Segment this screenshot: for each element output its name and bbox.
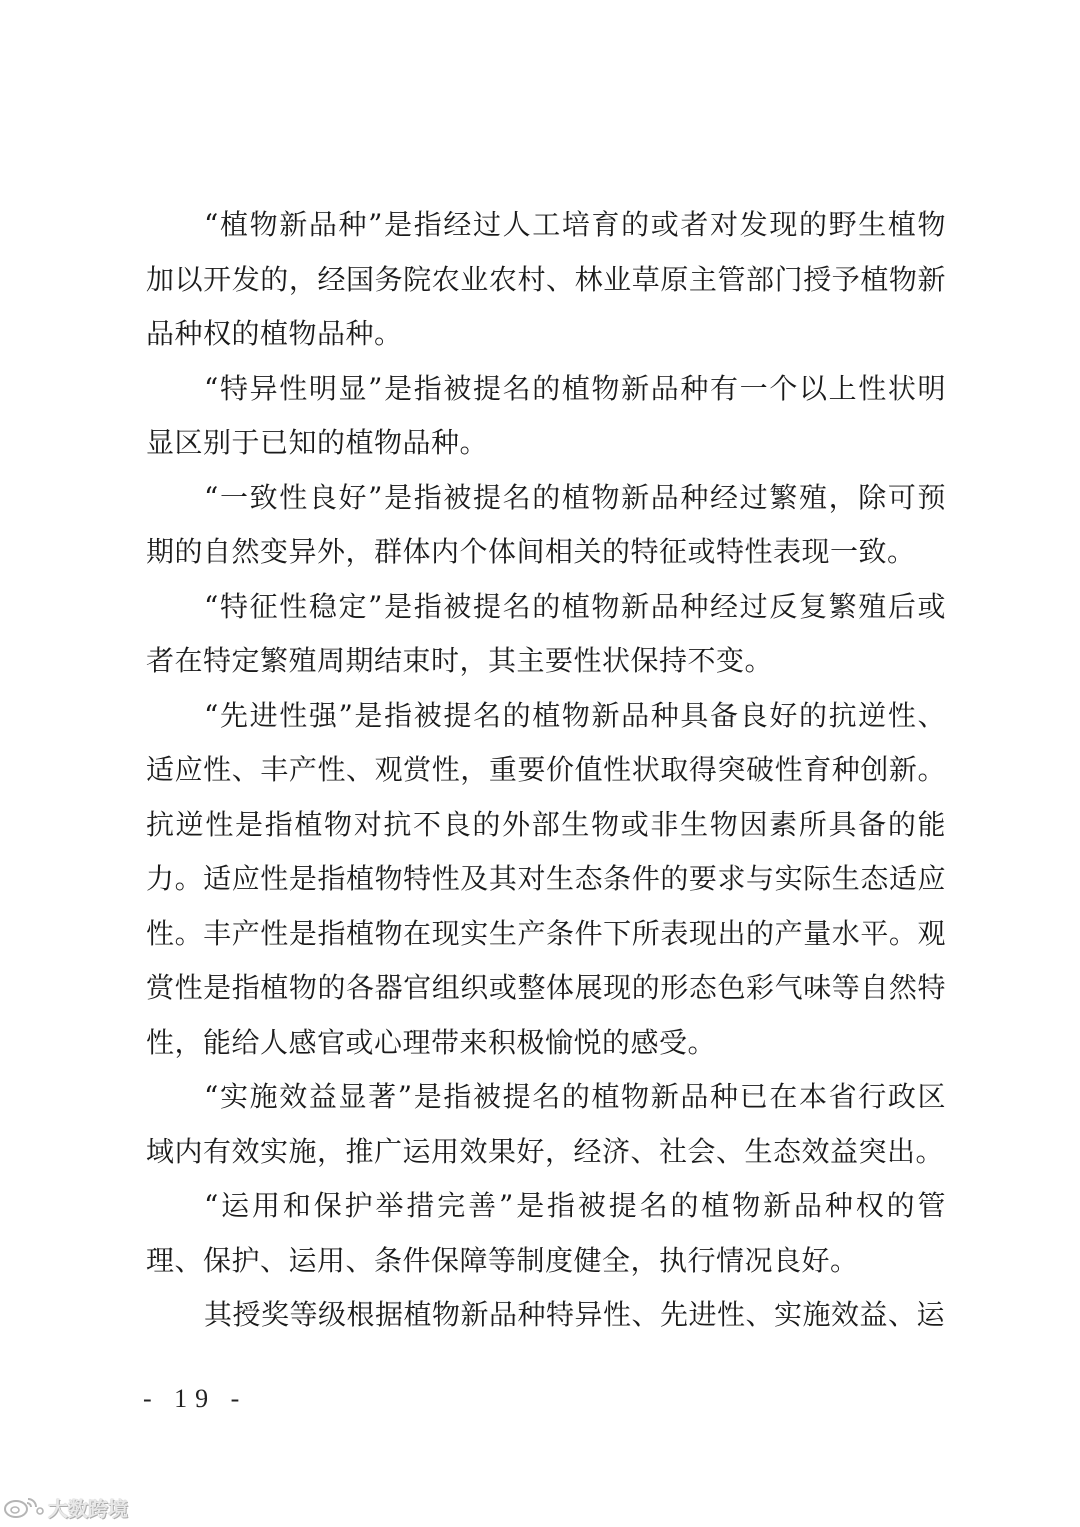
watermark	[2, 1494, 128, 1520]
paragraph-award-grade: 其授奖等级根据植物新品种特异性、先进性、实施效益、运	[204, 1298, 946, 1331]
paragraph-uniformity: “一致性良好”是指被提名的植物新品种经过繁殖，除可预期的自然变异外，群体内个体间相关的特征或特性表现一致。	[146, 480, 946, 568]
paragraph-plant-variety-definition: “植物新品种”是指经过人工培育的或者对发现的野生植物加以开发的，经国务院农业农村、林业草原主管部门授予植物新品种权的植物品种。	[146, 208, 946, 350]
document-body	[146, 198, 946, 1343]
paragraph-stability: “特征性稳定”是指被提名的植物新品种经过反复繁殖后或者在特定繁殖周期结束时，其主要性状保持不变。	[146, 589, 946, 677]
weibo-logo-icon	[2, 1495, 44, 1519]
paragraph-implementation-benefits: “实施效益显著”是指被提名的植物新品种已在本省行政区域内有效实施，推广运用效果好，经济、社会、生态效益突出。	[146, 1080, 946, 1168]
paragraph-advancement: “先进性强”是指被提名的植物新品种具备良好的抗逆性、适应性、丰产性、观赏性，重要价值性状取得突破性育种创新。抗逆性是指植物对抗不良的外部生物或非生物因素所具备的能力。适应性是指植物特性及其对生态条件的要求与实际生态适应性。丰产性是指植物在现实生产条件下所表现出的产量水平。观赏性是指植物的各器官组织或整体展现的形态色彩气味等自然特性，能给人感官或心理带来积极愉悦的感受。	[146, 698, 946, 1059]
page-number: - 19 -	[143, 1384, 248, 1413]
paragraph-protection-measures: “运用和保护举措完善”是指被提名的植物新品种权的管理、保护、运用、条件保障等制度健全，执行情况良好。	[146, 1189, 946, 1277]
paragraph-distinctness: “特异性明显”是指被提名的植物新品种有一个以上性状明显区别于已知的植物品种。	[146, 371, 946, 459]
watermark-text: 大数跨境	[48, 1496, 128, 1521]
